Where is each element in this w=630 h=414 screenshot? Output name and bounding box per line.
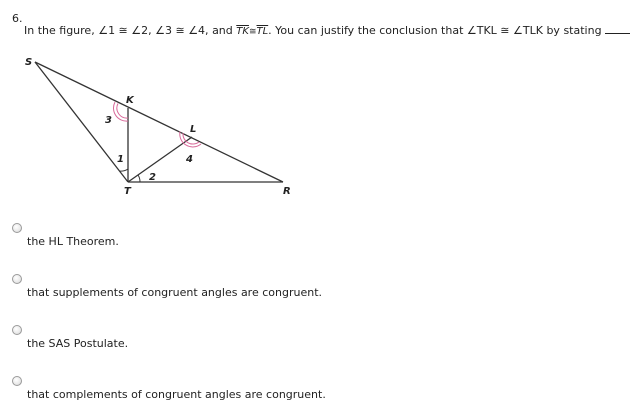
question-number: 6.	[12, 12, 23, 25]
choice-hl-theorem[interactable]	[12, 223, 612, 253]
choice-label[interactable]: the HL Theorem.	[27, 235, 119, 248]
stem-conclusion: ∠TKL ≅ ∠TLK	[466, 24, 543, 37]
label-angle-4: 4	[186, 154, 193, 165]
angle-1-arc	[120, 169, 129, 171]
segment-tk: $\overline{TK}$	[236, 26, 249, 37]
label-k: K	[126, 95, 134, 106]
segment-tl-line	[128, 137, 192, 182]
stem-and: and	[212, 24, 233, 37]
stem-prefix: In the figure,	[24, 24, 95, 37]
choice-label[interactable]: that supplements of congruent angles are congruent.	[27, 286, 323, 299]
choice-label[interactable]: that complements of congruent angles are congruent.	[27, 388, 326, 401]
congruent-symbol: ≅	[248, 27, 257, 37]
choice-supplements[interactable]	[12, 274, 612, 304]
label-r: R	[283, 186, 291, 197]
label-s: S	[25, 57, 33, 68]
radio-button[interactable]	[12, 274, 22, 284]
angle-2-arc	[138, 175, 140, 182]
answer-blank	[605, 23, 630, 34]
question-stem	[24, 23, 630, 39]
stem-suffix: by stating	[546, 24, 602, 37]
segment-sr	[35, 62, 283, 182]
stem-middle: . You can justify the conclusion that	[268, 24, 464, 37]
segment-st	[35, 62, 128, 182]
triangle-figure	[18, 52, 308, 202]
choice-label[interactable]: the SAS Postulate.	[27, 337, 129, 350]
figure-svg	[18, 52, 308, 202]
label-t: T	[124, 186, 131, 197]
label-angle-3: 3	[105, 115, 112, 126]
label-l: L	[190, 124, 197, 135]
choice-complements[interactable]	[12, 376, 612, 406]
stem-angles: ∠1 ≅ ∠2, ∠3 ≅ ∠4,	[98, 24, 209, 37]
choice-sas-postulate[interactable]	[12, 325, 612, 355]
label-angle-2: 2	[149, 172, 156, 183]
radio-button[interactable]	[12, 325, 22, 335]
label-angle-1: 1	[117, 154, 124, 165]
radio-button[interactable]	[12, 376, 22, 386]
radio-button[interactable]	[12, 223, 22, 233]
segment-tl: $\overline{TL}$	[256, 26, 269, 37]
